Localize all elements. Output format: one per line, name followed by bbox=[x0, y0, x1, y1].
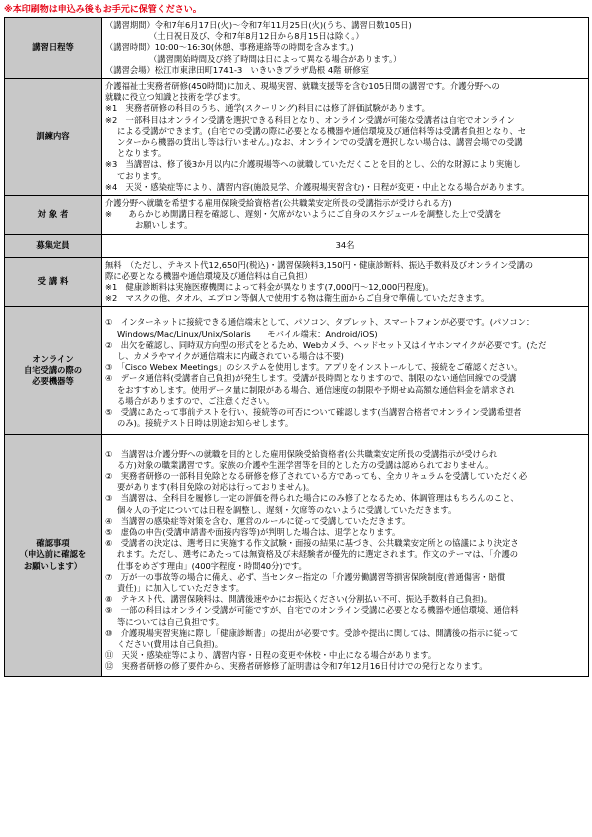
training-line: ※1 実務者研修の科目のうち、通学(スクーリング)科目には修了評価試験があります。 bbox=[105, 103, 430, 114]
online-line: ③ 「Cisco Webex Meetings」のシステムを使用します。アプリをインストールして、接続をご確認ください。 bbox=[105, 362, 523, 373]
confirm-content bbox=[102, 434, 589, 676]
label-training: 訓練内容 bbox=[5, 79, 102, 196]
confirm-line: ⑪ 天災・感染症等により、講習内容・日程の変更や休校・中止になる場合があります。 bbox=[105, 650, 437, 661]
label-capacity: 募集定員 bbox=[5, 234, 102, 257]
label-online-line: 自宅受講の際の bbox=[23, 364, 83, 375]
label-target: 対 象 者 bbox=[5, 196, 102, 235]
confirm-line: ③ 当講習は、全科目を履修し一定の評価を得られた場合にのみ修了となるため、体調管理はもちろんのこと、 bbox=[105, 493, 519, 504]
training-line: 就職に役立つ知識と技術を学びます。 bbox=[105, 92, 246, 103]
label-fee: 受 講 料 bbox=[5, 257, 102, 307]
online-line: Windows/Mac/Linux/Unix/Solaris モバイル端末：Android/iOS) bbox=[117, 328, 378, 339]
fee-line: 無料 （ただし、テキスト代12,650円(税込)・講習保険料3,150円・健康診断料、振込手数料及びオンライン受講の bbox=[105, 259, 534, 270]
target-line: ※ あらかじめ開講日程を確認し、遅刻・欠席がないようにご自身のスケジュールを調整した上で受講を bbox=[105, 209, 502, 220]
label-confirm-line: 確認事項 bbox=[36, 538, 70, 549]
confirm-line: れます。ただし、選考にあたっては無資格及び未経験者が優先的に選定されます。作文のテーマは、「介護の bbox=[117, 549, 519, 560]
online-line: ① インターネットに接続できる通信端末として、パソコン、タブレット、スマートフォンが必要です。(パソコン： bbox=[105, 317, 535, 328]
training-line: による受講ができます。(自宅での受講の際に必要となる機器や通信環境及び通信料等は受講者負担となり、セ bbox=[117, 125, 527, 136]
confirm-line: ⑦ 万が一の事故等の場合に備え、必ず、当センター指定の「介護労働講習等損害保険制度(普通傷害・賠償 bbox=[105, 571, 506, 582]
schedule-line: （講習会場）松江市東津田町1741-3 いきいきプラザ島根 4階 研修室 bbox=[105, 64, 369, 75]
row-online bbox=[5, 307, 589, 434]
online-line: ② 出欠を確認し、同時双方向型の形式をとるため、Webカメラ、ヘッドセット又はイヤホンマイクが必要です。(ただ bbox=[105, 339, 547, 350]
online-line: をおすすめします。使用データ量に制限がある場合、通信速度の制限や予期せぬ高額な通信料金を請求され bbox=[117, 384, 515, 395]
confirm-line: ください(費用は自己負担)。 bbox=[117, 638, 224, 649]
schedule-content bbox=[102, 18, 589, 79]
confirm-line: ⑧ テキスト代、講習保険料は、開講後速やかにお振込ください(分割払い不可、振込手数料自己負担)。 bbox=[105, 594, 493, 605]
confirm-line: 仕事をめざす理由」(400字程度・時間40分)です。 bbox=[117, 560, 307, 571]
row-schedule bbox=[5, 18, 589, 79]
training-content bbox=[102, 79, 589, 196]
training-line: 介護福祉士実務者研修(450時間)に加え、現場実習、就職支援等を含む105日間の講習です。介護分野への bbox=[105, 81, 500, 92]
training-line: ※4 天災・感染症等により、講習内容(施設見学、介護現場実習含む)・日程が変更・中止となる場合があります。 bbox=[105, 181, 530, 192]
fee-line: 際に必要となる機器や通信環境及び通信料は自己負担） bbox=[105, 270, 313, 281]
confirm-line: ⑥ 受講者の決定は、選考日に実施する作文試験・面接の結果に基づき、公共職業安定所との協議により決定さ bbox=[105, 538, 519, 549]
online-line: る場合がありますので、ご注意ください。 bbox=[117, 395, 275, 406]
schedule-line: （土日祝日及び、令和7年8月12日から8月15日は除く。） bbox=[149, 31, 364, 42]
row-confirm bbox=[5, 434, 589, 676]
schedule-line: （講習期間）令和7年6月17日(火)～令和7年11月25日(火)(うち、講習日数105日) bbox=[105, 20, 412, 30]
confirm-line: 要があります(科目免除の対応は行っておりません)。 bbox=[117, 482, 315, 493]
row-fee bbox=[5, 257, 589, 307]
course-info-table bbox=[4, 17, 589, 677]
confirm-line: ⑤ 虚偽の申告(受講申請書や面接内容等)が判明した場合は、退学となります。 bbox=[105, 526, 401, 537]
confirm-line: 責任)」に加入していただきます。 bbox=[117, 582, 245, 593]
online-line: ⑤ 受講にあたって事前テストを行い、接続等の可否について確認します(当講習合格者でオンライン受講希望者 bbox=[105, 407, 522, 418]
fee-line: ※1 健康診断料は実施医療機関によって料金が異なります(7,000円～12,000円程度)。 bbox=[105, 282, 434, 293]
row-capacity bbox=[5, 234, 589, 257]
online-line: のみ)。接続テスト日時は別途お知らせします。 bbox=[117, 418, 294, 429]
training-line: となります。 bbox=[117, 148, 167, 159]
label-confirm bbox=[5, 434, 102, 676]
label-confirm-line: お願いします） bbox=[23, 560, 83, 571]
training-line: ております。 bbox=[117, 170, 167, 181]
retention-notice: ※本印刷物は申込み後もお手元に保管ください。 bbox=[4, 5, 202, 15]
confirm-line: ① 当講習は介護分野への就職を目的とした雇用保険受給資格者(公共職業安定所長の受講指示が受けられ bbox=[105, 448, 498, 459]
confirm-line: ⑨ 一部の科目はオンライン受講が可能ですが、自宅でのオンライン受講に必要となる機器や通信環境、通信料 bbox=[105, 605, 519, 616]
online-line: ④ データ通信料(受講者自己負担)が発生します。受講が長時間となりますので、制限のない通信回線での受講 bbox=[105, 373, 517, 384]
row-target bbox=[5, 196, 589, 235]
label-online bbox=[5, 307, 102, 434]
training-line: ※3 当講習は、修了後3か月以内に介護現場等への就職していただくことを目的とし、公的な財源により実施し bbox=[105, 159, 521, 170]
confirm-line: 個々人の予定については日程を調整し、遅刻・欠席等のないように受講していただきます。 bbox=[117, 504, 457, 515]
online-line: し、カメラやマイクが通信端末に内蔵されている場合は不要) bbox=[117, 351, 344, 362]
target-content bbox=[102, 196, 589, 235]
label-online-line: オンライン bbox=[32, 353, 74, 364]
confirm-line: 等については自己負担です。 bbox=[117, 616, 225, 627]
training-line: ンターから機器の貸出し等は行いません。)なお、オンラインでの受講を選択しない場合は、講習会場での受講 bbox=[117, 137, 523, 148]
training-line: ※2 一部科目はオンライン受講を選択できる科目となり、オンライン受講が可能な受講者は自宅でオンライン bbox=[105, 114, 515, 125]
confirm-line: ② 実務者研修の一部科目免除となる研修を修了されている方であっても、全カリキュラムを受講していただく必 bbox=[105, 470, 528, 481]
confirm-line: る方)対象の職業講習です。家族の介護や生涯学習等を目的とした方の受講は認められておりません。 bbox=[117, 459, 494, 470]
fee-line: ※2 マスクの他、タオル、エプロン等個人で使用する物は衛生面からご自身で準備していただきます。 bbox=[105, 293, 490, 304]
label-online-line: 必要機器等 bbox=[32, 376, 74, 387]
row-training bbox=[5, 79, 589, 196]
confirm-line: ⑫ 実務者研修の修了要件から、実務者研修修了証明書は令和7年12月16日付けでの発行となります。 bbox=[105, 661, 488, 672]
confirm-line: ⑩ 介護現場実習実施に際し「健康診断書」の提出が必要です。受診や提出に関しては、開講後の指示に従って bbox=[105, 627, 519, 638]
fee-content bbox=[102, 257, 589, 307]
target-line: お願いします。 bbox=[135, 220, 193, 231]
capacity-value: 34名 bbox=[102, 234, 589, 257]
label-schedule: 講習日程等 bbox=[5, 18, 102, 79]
confirm-line: ④ 当講習の感染症等対策を含む、運営のルールに従って受講していただきます。 bbox=[105, 515, 411, 526]
online-content bbox=[102, 307, 589, 434]
label-confirm-line: （申込前に確認を bbox=[19, 549, 87, 560]
schedule-line: （講習時間）10:00～16:30(休憩、事務連絡等の時間を含みます。) bbox=[105, 42, 354, 53]
schedule-line: （講習開始時間及び終了時間は日によって異なる場合があります。） bbox=[149, 53, 402, 64]
target-line: 介護分野へ就職を希望する雇用保険受給資格者(公共職業安定所長の受講指示が受けられる方) bbox=[105, 198, 452, 209]
